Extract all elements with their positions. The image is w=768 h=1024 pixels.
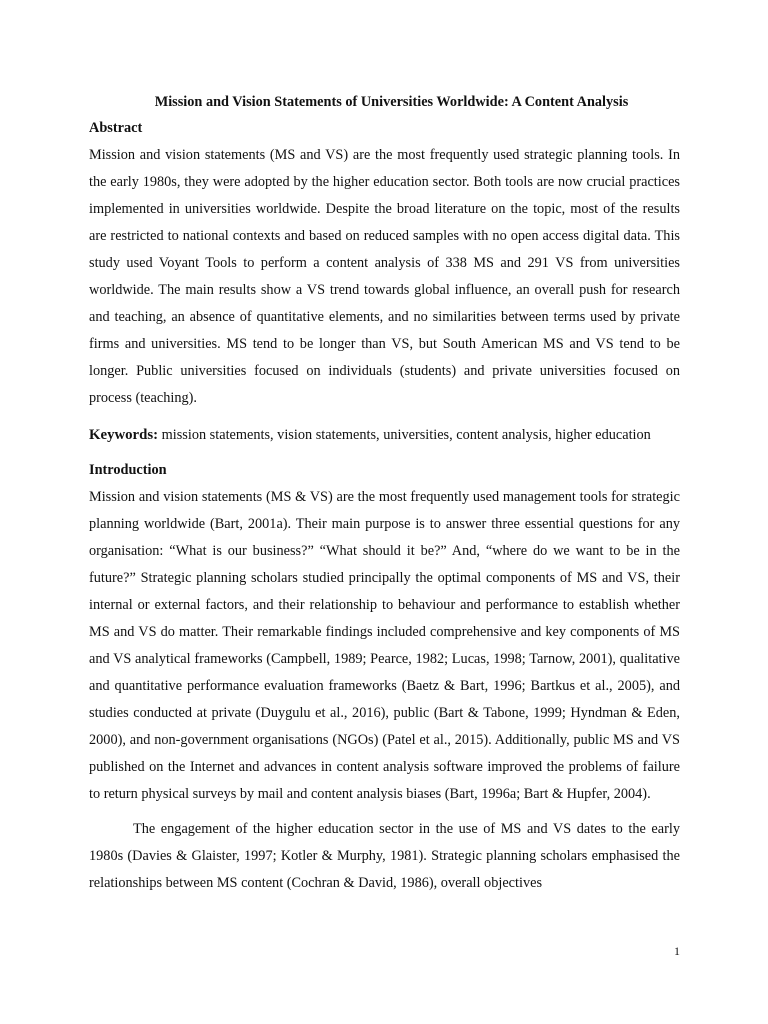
- abstract-text: Mission and vision statements (MS and VS) are the most frequently used strategic planning tools. In the early 1980s, they were adopted by the higher education sector. Both tools are now crucial practices implemented in universities worldwide. Despite the broad literature on the topic, most of the results are restricted to national contexts and based on reduced samples with no open access digital data. This study used Voyant Tools to perform a content analysis of 338 MS and 291 VS from universities worldwide. The main results show a VS trend towards global influence, an overall push for research and teaching, an absence of quantitative elements, and no similarities between terms used by private firms and universities. MS tend to be longer than VS, but South American MS and VS tend to be longer. Public universities focused on individuals (students) and private universities focused on process (teaching).: [89, 147, 680, 406]
- keywords-label: Keywords:: [89, 427, 159, 443]
- keywords-line: [89, 423, 680, 447]
- page-content: [89, 90, 680, 897]
- abstract-heading: Abstract: [89, 120, 143, 136]
- paper-title: Mission and Vision Statements of Universities Worldwide: A Content Analysis: [154, 94, 629, 110]
- introduction-paragraph-2: The engagement of the higher education sector in the use of MS and VS dates to the early 1980s (Davies & Glaister, 1997; Kotler & Murphy, 1981). Strategic planning scholars emphasised the relationships between MS content (Cochran & David, 1986), overall objectives: [89, 821, 680, 891]
- introduction-heading: Introduction: [89, 462, 167, 478]
- page-number: 1: [674, 944, 680, 958]
- keywords-text: mission statements, vision statements, universities, content analysis, higher education: [158, 427, 651, 443]
- introduction-paragraph-1: Mission and vision statements (MS & VS) are the most frequently used management tools for strategic planning worldwide (Bart, 2001a). Their main purpose is to answer three essential questions for any organisation: “What is our business?” “What should it be?” And, “where do we want to be in the future?” Strategic planning scholars studied principally the optimal components of MS and VS, their internal or external factors, and their relationship to behaviour and performance to establish whether MS and VS do matter. Their remarkable findings included comprehensive and key components of MS and VS analytical frameworks (Campbell, 1989; Pearce, 1982; Lucas, 1998; Tarnow, 2001), qualitative and quantitative performance evaluation frameworks (Baetz & Bart, 1996; Bartkus et al., 2005), and studies conducted at private (Duygulu et al., 2016), public (Bart & Tabone, 1999; Hyndman & Eden, 2000), and non-government organisations (NGOs) (Patel et al., 2015). Additionally, public MS and VS published on the Internet and advances in content analysis software improved the problems of failure to return physical surveys by mail and content analysis biases (Bart, 1996a; Bart & Hupfer, 2004).: [89, 489, 680, 802]
